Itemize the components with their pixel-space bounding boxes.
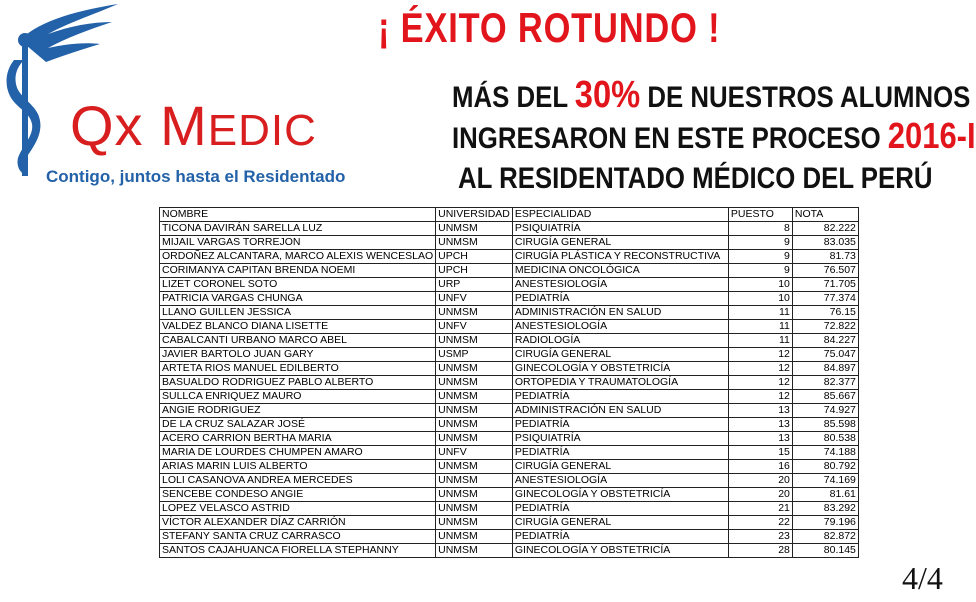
cell-puesto: 28 [728,544,792,558]
cell-puesto: 23 [728,530,792,544]
cell-puesto: 13 [728,432,792,446]
header-nota: NOTA [792,208,858,222]
table-row [160,306,859,320]
table-row [160,390,859,404]
cell-nombre: JAVIER BARTOLO JUAN GARY [160,348,436,362]
cell-nombre: MARIA DE LOURDES CHUMPEN AMARO [160,446,436,460]
table-row [160,460,859,474]
table-row [160,278,859,292]
cell-puesto: 11 [728,306,792,320]
cell-nombre: DE LA CRUZ SALAZAR JOSÉ [160,418,436,432]
table-row [160,222,859,236]
cell-universidad: USMP [436,348,513,362]
cell-especialidad: MEDICINA ONCOLÓGICA [512,264,728,278]
cell-especialidad: ANESTESIOLOGÍA [512,320,728,334]
cell-universidad: UNMSM [436,474,513,488]
cell-especialidad: ANESTESIOLOGÍA [512,474,728,488]
cell-nombre: LOLI CASANOVA ANDREA MERCEDES [160,474,436,488]
cell-nombre: SANTOS CAJAHUANCA FIORELLA STEPHANNY [160,544,436,558]
cell-especialidad: PEDIATRÍA [512,292,728,306]
cell-nombre: BASUALDO RODRIGUEZ PABLO ALBERTO [160,376,436,390]
results-table [159,207,859,558]
cell-especialidad: ANESTESIOLOGÍA [512,278,728,292]
cell-universidad: UNMSM [436,390,513,404]
table-row [160,334,859,348]
table-row [160,376,859,390]
promo-line-3: AL RESIDENTADO MÉDICO DEL PERÚ [458,162,933,195]
cell-puesto: 16 [728,460,792,474]
cell-nota: 80.145 [792,544,858,558]
cell-nota: 76.15 [792,306,858,320]
cell-universidad: UNMSM [436,222,513,236]
cell-nombre: SULLCA ENRIQUEZ MAURO [160,390,436,404]
cell-especialidad: GINECOLOGÍA Y OBSTETRICÍA [512,362,728,376]
cell-nota: 74.188 [792,446,858,460]
table-row [160,544,859,558]
cell-especialidad: CIRUGÍA PLÁSTICA Y RECONSTRUCTIVA [512,250,728,264]
cell-especialidad: CIRUGÍA GENERAL [512,516,728,530]
brand-name-part2: M [160,94,208,157]
cell-nota: 74.169 [792,474,858,488]
cell-universidad: UNMSM [436,544,513,558]
cell-nota: 85.667 [792,390,858,404]
cell-nombre: ORDOÑEZ ALCANTARA, MARCO ALEXIS WENCESLAO [160,250,436,264]
brand-tagline: Contigo, juntos hasta el Residentado [46,167,346,186]
cell-universidad: UNFV [436,292,513,306]
cell-puesto: 20 [728,488,792,502]
cell-especialidad: ADMINISTRACIÓN EN SALUD [512,404,728,418]
promo-percentage: 30% [574,74,641,116]
cell-nombre: LIZET CORONEL SOTO [160,278,436,292]
promo-line-1 [452,74,970,117]
brand-name-part1: Qx [70,94,144,157]
cell-especialidad: PEDIATRÍA [512,530,728,544]
cell-nota: 82.377 [792,376,858,390]
cell-puesto: 10 [728,278,792,292]
cell-puesto: 13 [728,404,792,418]
brand-logo-text [70,96,317,161]
cell-puesto: 9 [728,236,792,250]
cell-nombre: TICONA DAVIRÁN SARELLA LUZ [160,222,436,236]
table-row [160,320,859,334]
cell-puesto: 12 [728,362,792,376]
cell-puesto: 10 [728,292,792,306]
cell-especialidad: PSIQUIATRÍA [512,222,728,236]
cell-nombre: ANGIE RODRIGUEZ [160,404,436,418]
table-header-row [160,208,859,222]
cell-puesto: 20 [728,474,792,488]
headline: ¡ ÉXITO ROTUNDO ! [378,4,721,51]
cell-nombre: ARIAS MARIN LUIS ALBERTO [160,460,436,474]
cell-especialidad: CIRUGÍA GENERAL [512,348,728,362]
cell-nota: 82.872 [792,530,858,544]
cell-nombre: ACERO CARRION BERTHA MARIA [160,432,436,446]
cell-nombre: VÍCTOR ALEXANDER DÍAZ CARRIÓN [160,516,436,530]
cell-puesto: 8 [728,222,792,236]
cell-nota: 83.292 [792,502,858,516]
promo-line-1-pre: MÁS DEL [452,81,575,114]
cell-universidad: UNFV [436,320,513,334]
table-row [160,362,859,376]
cell-especialidad: ORTOPEDIA Y TRAUMATOLOGÍA [512,376,728,390]
table-row [160,474,859,488]
promo-line-2 [452,115,976,157]
cell-nombre: LLANO GUILLEN JESSICA [160,306,436,320]
cell-nota: 81.61 [792,488,858,502]
cell-universidad: UPCH [436,264,513,278]
cell-nota: 72.822 [792,320,858,334]
cell-especialidad: ADMINISTRACIÓN EN SALUD [512,306,728,320]
cell-puesto: 11 [728,320,792,334]
cell-universidad: UPCH [436,250,513,264]
cell-nota: 76.507 [792,264,858,278]
cell-nota: 74.927 [792,404,858,418]
cell-nombre: SENCEBE CONDESO ANGIE [160,488,436,502]
cell-nota: 82.222 [792,222,858,236]
cell-universidad: UNMSM [436,404,513,418]
cell-puesto: 12 [728,390,792,404]
cell-universidad: UNMSM [436,488,513,502]
table-row [160,516,859,530]
cell-universidad: UNMSM [436,376,513,390]
cell-especialidad: CIRUGÍA GENERAL [512,236,728,250]
cell-nombre: LOPEZ VELASCO ASTRID [160,502,436,516]
cell-nota: 71.705 [792,278,858,292]
cell-puesto: 9 [728,264,792,278]
header-nombre: NOMBRE [160,208,436,222]
cell-universidad: UNMSM [436,460,513,474]
cell-nombre: PATRICIA VARGAS CHUNGA [160,292,436,306]
promo-line-1-post: DE NUESTROS ALUMNOS [640,81,971,114]
cell-puesto: 11 [728,334,792,348]
cell-universidad: UNMSM [436,432,513,446]
table-row [160,418,859,432]
header-especialidad: ESPECIALIDAD [512,208,728,222]
table-row [160,292,859,306]
cell-nombre: CABALCANTI URBANO MARCO ABEL [160,334,436,348]
cell-puesto: 13 [728,418,792,432]
table-row [160,404,859,418]
promo-year: 2016-I [887,115,976,156]
cell-nombre: ARTETA RIOS MANUEL EDILBERTO [160,362,436,376]
cell-nota: 75.047 [792,348,858,362]
cell-puesto: 15 [728,446,792,460]
cell-especialidad: CIRUGÍA GENERAL [512,460,728,474]
cell-universidad: UNMSM [436,362,513,376]
cell-universidad: UNMSM [436,236,513,250]
table-row [160,432,859,446]
cell-nota: 79.196 [792,516,858,530]
cell-especialidad: PEDIATRÍA [512,390,728,404]
cell-especialidad: PEDIATRÍA [512,502,728,516]
table-row [160,250,859,264]
cell-universidad: UNFV [436,446,513,460]
cell-nota: 80.792 [792,460,858,474]
cell-puesto: 21 [728,502,792,516]
table-row [160,530,859,544]
cell-puesto: 22 [728,516,792,530]
cell-universidad: UNMSM [436,530,513,544]
cell-nota: 81.73 [792,250,858,264]
cell-nota: 83.035 [792,236,858,250]
cell-especialidad: RADIOLOGÍA [512,334,728,348]
cell-universidad: UNMSM [436,334,513,348]
cell-especialidad: GINECOLOGÍA Y OBSTETRICÍA [512,488,728,502]
header-puesto: PUESTO [728,208,792,222]
cell-universidad: UNMSM [436,516,513,530]
cell-universidad: URP [436,278,513,292]
header-universidad: UNIVERSIDAD [436,208,513,222]
cell-puesto: 12 [728,376,792,390]
cell-puesto: 9 [728,250,792,264]
table-row [160,446,859,460]
cell-nombre: STEFANY SANTA CRUZ CARRASCO [160,530,436,544]
cell-especialidad: PSIQUIATRÍA [512,432,728,446]
cell-nota: 84.227 [792,334,858,348]
table-row [160,502,859,516]
results-table-body [160,222,859,558]
cell-universidad: UNMSM [436,306,513,320]
cell-especialidad: GINECOLOGÍA Y OBSTETRICÍA [512,544,728,558]
cell-universidad: UNMSM [436,502,513,516]
cell-puesto: 12 [728,348,792,362]
cell-nota: 85.598 [792,418,858,432]
cell-nota: 77.374 [792,292,858,306]
cell-nombre: CORIMANYA CAPITAN BRENDA NOEMI [160,264,436,278]
table-row [160,264,859,278]
cell-nota: 84.897 [792,362,858,376]
brand-name-part3: EDIC [207,106,317,155]
table-row [160,348,859,362]
cell-especialidad: PEDIATRÍA [512,446,728,460]
table-row [160,488,859,502]
cell-universidad: UNMSM [436,418,513,432]
promo-line-2-pre: INGRESARON EN ESTE PROCESO [452,122,888,155]
cell-nombre: VALDEZ BLANCO DIANA LISETTE [160,320,436,334]
cell-nota: 80.538 [792,432,858,446]
cell-nombre: MIJAIL VARGAS TORREJON [160,236,436,250]
cell-especialidad: PEDIATRÍA [512,418,728,432]
page-indicator: 4/4 [902,560,943,596]
table-row [160,236,859,250]
